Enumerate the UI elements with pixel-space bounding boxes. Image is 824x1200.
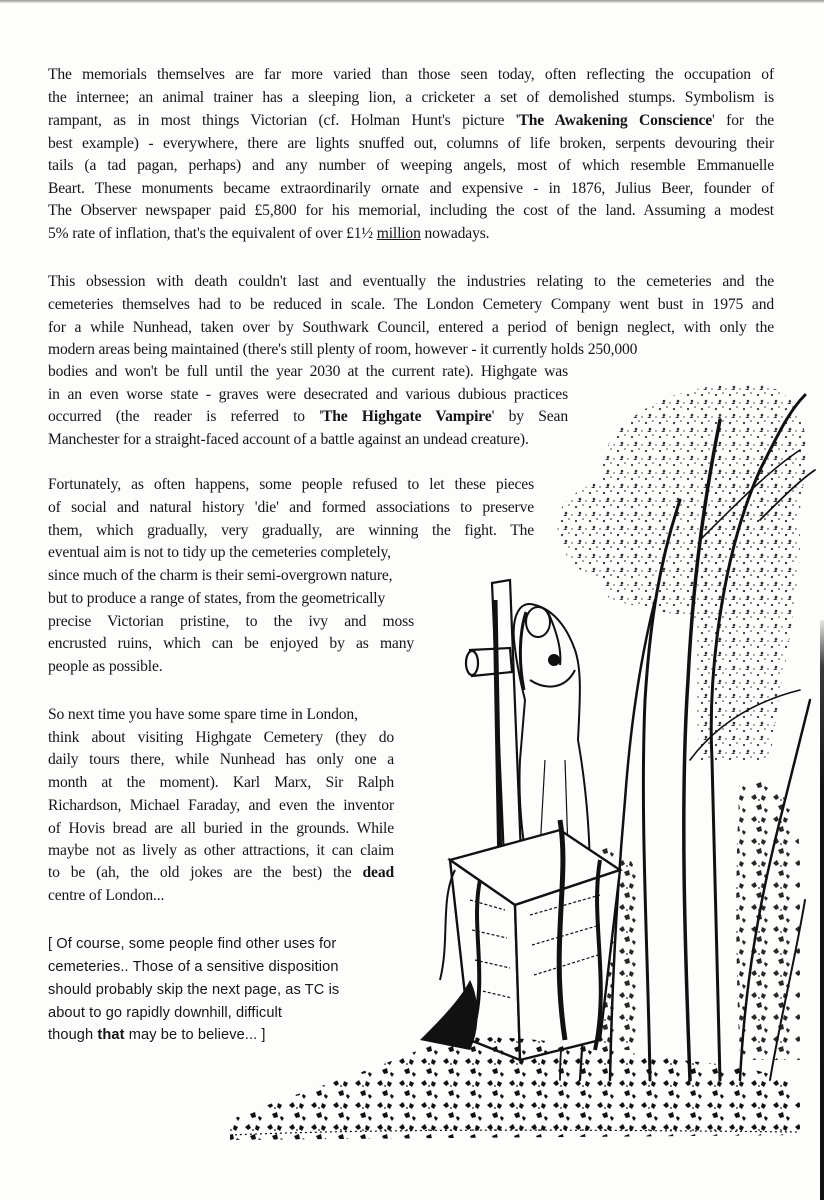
text-span: to be (ah, the old jokes are the best) the (48, 864, 363, 881)
text-line: Manchester for a straight-faced account of a battle against an undead creature). (48, 431, 529, 448)
text-line: eventual aim is not to tidy up the cemeteries completely, (48, 544, 391, 561)
text-span: though (48, 1027, 98, 1043)
text-line: precise Victorian pristine, to the ivy and moss (48, 613, 414, 630)
text-line (48, 112, 774, 130)
text-line: since much of the charm is their semi-overgrown nature, (48, 567, 393, 584)
book-title-highgate-vampire: The Highgate Vampire (321, 408, 492, 425)
artwork-title-awakening-conscience: The Awakening Conscience (518, 112, 713, 129)
text-line: in an even worse state - graves were desecrated and various dubious practices (48, 386, 568, 403)
text-line: but to produce a range of states, from the geometrically (48, 590, 386, 607)
text-line: centre of London... (48, 887, 165, 904)
cemetery-illustration (220, 360, 820, 1160)
text-line: tails (a tad pagan, perhaps) and any number of weeping angels, most of which resemble Emmanuelle (48, 157, 774, 174)
text-line: of Hovis bread are all buried in the grounds. While (48, 820, 394, 837)
scan-right-edge (820, 620, 824, 1200)
text-line: for a while Nunhead, taken over by Southwark Council, entered a period of benign neglect, with only the (48, 319, 774, 336)
text-line: month at the moment). Karl Marx, Sir Ralph (48, 774, 394, 791)
text-line: bodies and won't be full until the year 2030 at the current rate). Highgate was (48, 363, 568, 380)
text-line: should probably skip the next page, as TC is (48, 982, 340, 998)
text-line: people as possible. (48, 658, 163, 675)
text-line: [ Of course, some people find other uses for (48, 936, 337, 952)
scan-top-edge (0, 0, 824, 3)
text-line: think about visiting Highgate Cemetery (they do (48, 729, 394, 746)
text-line: maybe not as lively as other attractions, it can claim (48, 842, 394, 859)
text-line: Fortunately, as often happens, some people refused to let these pieces (48, 476, 534, 493)
text-line: modern areas being maintained (there's still plenty of room, however - it currently holds 250,000 (48, 341, 638, 358)
text-line: Beart. These monuments became extraordinarily ornate and expensive - in 1876, Julius Beer, founder of (48, 180, 774, 197)
text-span: nowadays. (420, 225, 490, 242)
tree-canopy (557, 384, 806, 760)
text-line: The memorials themselves are far more varied than those seen today, often reflecting the occupation of (48, 66, 774, 83)
text-line: them, which gradually, very gradually, are winning the fight. The (48, 522, 534, 539)
text-line: best example) - everywhere, there are lights snuffed out, columns of life broken, serpents devouring their (48, 135, 774, 152)
text-line (48, 225, 489, 243)
text-line: the internee; an animal trainer has a sleeping lion, a cricketer a set of demolished stumps. Symbolism is (48, 89, 774, 106)
ivy-foliage (589, 778, 800, 1060)
underlined-million: million (376, 225, 421, 242)
text-line: cemeteries.. Those of a sensitive disposition (48, 959, 339, 975)
text-line: encrusted ruins, which can be enjoyed by as many (48, 635, 414, 652)
text-span: ' for the (712, 112, 774, 129)
text-line: of social and natural history 'die' and formed associations to preserve (48, 499, 534, 516)
emphasis-that: that (97, 1027, 125, 1043)
text-line: about to go rapidly downhill, difficult (48, 1005, 283, 1021)
text-span: may be to believe... ] (124, 1027, 266, 1043)
text-line: The Observer newspaper paid £5,800 for his memorial, including the cost of the land. Assuming a modest (48, 202, 774, 219)
text-line: cemeteries themselves had to be reduced in scale. The London Cemetery Company went bust in 1975 and (48, 296, 774, 313)
text-span: 5% rate of inflation, that's the equivalent of over £1½ (48, 225, 377, 242)
text-span: ' by Sean (491, 408, 568, 425)
text-line: This obsession with death couldn't last and eventually the industries relating to the cemeteries and the (48, 273, 774, 290)
text-line: Richardson, Michael Faraday, and even the inventor (48, 797, 394, 814)
text-line: So next time you have some spare time in London, (48, 706, 358, 723)
emphasis-dead: dead (362, 864, 394, 881)
text-span: occurred (the reader is referred to ' (48, 408, 322, 425)
text-line: daily tours there, while Nunhead has only one a (48, 751, 394, 768)
text-span: rampant, as in most things Victorian (cf. Holman Hunt's picture ' (48, 112, 519, 129)
